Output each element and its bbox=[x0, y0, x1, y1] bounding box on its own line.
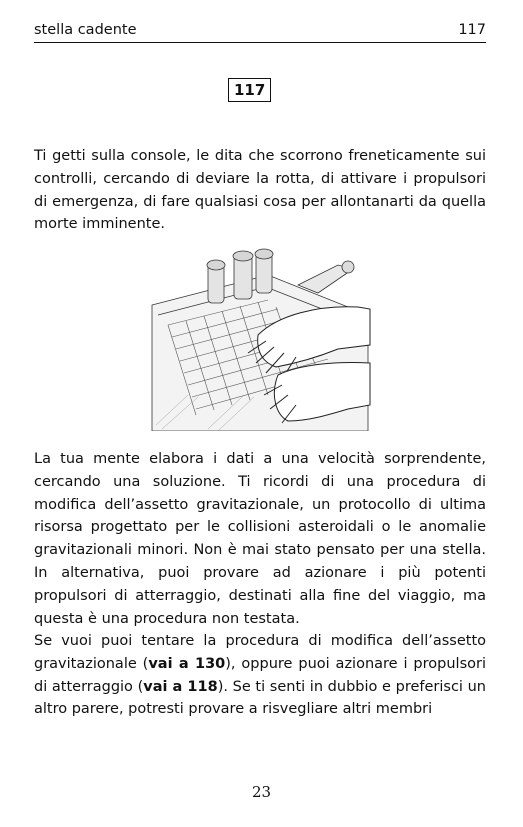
page-number: 23 bbox=[251, 783, 272, 801]
go-to-130-link[interactable]: vai a 130 bbox=[148, 655, 226, 672]
running-header bbox=[34, 22, 486, 43]
paragraph-2: La tua mente elabora i dati a una velocità sorprendente, cercando una soluzione. Ti ricordi di una procedura di modifica dell’assetto gravitazionale, un protocollo di ultima risorsa progettato per le collisioni asteroidali o le anomalie gravitazionali minori. Non è mai stato pensato per una stella. In alternativa, puoi provare ad azionare i più potenti propulsori di atterraggio, destinati alla fine del viaggio, ma questa è una procedura non testata. bbox=[34, 451, 486, 627]
paragraph-3-text-b: ), oppure puoi azionare i propulsori di atterraggio ( bbox=[34, 655, 486, 695]
header-title: stella cadente bbox=[34, 22, 137, 38]
paragraph-1: Ti getti sulla console, le dita che scorrono freneticamente sui controlli, cercando di deviare la rotta, di attivare i propulsori di emergenza, di fare qualsiasi cosa per allontanarti da quella morte imminente. bbox=[34, 148, 486, 233]
hands-on-console-illustration bbox=[148, 245, 372, 431]
paragraph-3-text-a: Se vuoi puoi tentare la procedura di modifica dell’assetto gravitazionale ( bbox=[34, 633, 486, 672]
header-section-number: 117 bbox=[458, 22, 486, 38]
paragraph-3-text-c: ). Se ti senti in dubbio e preferisci un altro parere, potresti provare a risvegliare altri membri bbox=[34, 678, 486, 718]
paragraph-3 bbox=[34, 630, 486, 721]
go-to-118-link[interactable]: vai a 118 bbox=[143, 678, 218, 695]
section-number-box: 117 bbox=[228, 78, 271, 102]
